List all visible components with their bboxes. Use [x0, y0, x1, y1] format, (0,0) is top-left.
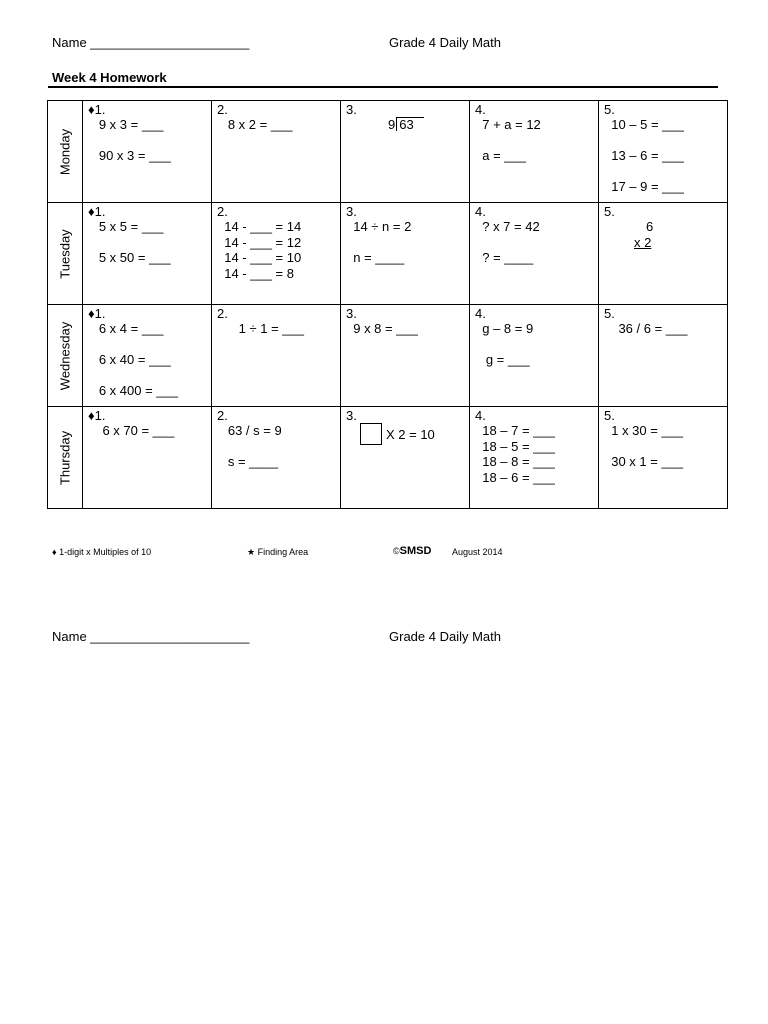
problem-line: 14 ÷ n = 2: [346, 219, 412, 234]
problem-line: g = ___: [475, 352, 530, 367]
problem-cell: [83, 305, 212, 407]
day-label: Tuesday: [57, 228, 73, 279]
problem-line: n = ____: [346, 250, 405, 265]
problem-number: ♦1.: [88, 408, 106, 423]
problem-number: ♦1.: [88, 204, 106, 219]
problem-number: 3.: [346, 102, 357, 117]
row-wednesday: [48, 305, 728, 407]
day-cell: [48, 101, 83, 203]
day-label: Thursday: [57, 430, 73, 485]
problem-line: 7 + a = 12: [475, 117, 541, 132]
problem-cell: [341, 101, 470, 203]
problem-number: 5.: [604, 306, 615, 321]
problem-line: 30 x 1 = ___: [604, 454, 684, 469]
problem-line: 18 – 5 = ___: [475, 438, 555, 454]
vertical-multiplication: [604, 219, 727, 251]
problem-cell: [341, 203, 470, 305]
problem-line: 18 – 7 = ___: [475, 423, 555, 438]
problem-line: 5 x 50 = ___: [88, 250, 171, 265]
problem-line: 14 - ___ = 14: [217, 219, 302, 234]
problem-line: 63 / s = 9: [217, 423, 282, 438]
problem-number: 4.: [475, 408, 486, 423]
stack-bottom: x 2: [634, 235, 652, 250]
problem-line: 13 – 6 = ___: [604, 148, 684, 163]
problem-line: 6 x 4 = ___: [88, 321, 164, 336]
header-rule: [48, 86, 718, 88]
problem-number: ♦1.: [88, 102, 106, 117]
problem-cell: [83, 203, 212, 305]
problem-number: 4.: [475, 306, 486, 321]
problem-number: 2.: [217, 102, 228, 117]
problem-line: g – 8 = 9: [475, 321, 534, 336]
day-cell: [48, 407, 83, 509]
homework-grid: [47, 100, 728, 509]
problem-line: 17 – 9 = ___: [604, 179, 684, 194]
problem-cell: [212, 101, 341, 203]
day-label: Wednesday: [57, 321, 73, 390]
problem-line: 18 – 8 = ___: [475, 454, 555, 469]
problem-cell: [212, 203, 341, 305]
problem-line: 14 - ___ = 10: [217, 250, 302, 265]
problem-line: 1 x 30 = ___: [604, 423, 684, 438]
box-equation: [346, 423, 469, 445]
problem-line: 90 x 3 = ___: [88, 148, 171, 163]
problem-number: 2.: [217, 306, 228, 321]
name-field-label: Name ______________________: [52, 35, 250, 50]
answer-box[interactable]: [360, 423, 382, 445]
problem-line: 8 x 2 = ___: [217, 117, 293, 132]
problem-line: 9 x 8 = ___: [346, 321, 418, 336]
name-field-label-2: Name ______________________: [52, 629, 250, 644]
legend-area: ★ Finding Area: [247, 547, 309, 557]
problem-cell: [470, 305, 599, 407]
problem-line: ? = ____: [475, 250, 534, 265]
problem-number: 5.: [604, 204, 615, 219]
row-monday: [48, 101, 728, 203]
problem-line: ? x 7 = 42: [475, 219, 540, 234]
problem-cell: [341, 407, 470, 509]
problem-cell: [83, 407, 212, 509]
problem-line: 5 x 5 = ___: [88, 219, 164, 234]
problem-line: s = ____: [217, 454, 279, 469]
problem-number: 5.: [604, 102, 615, 117]
problem-number: ♦1.: [88, 306, 106, 321]
legend-multiples: ♦ 1-digit x Multiples of 10: [52, 547, 152, 557]
problem-number: 2.: [217, 408, 228, 423]
problem-cell: [599, 305, 728, 407]
problem-number: 3.: [346, 408, 357, 423]
problem-cell: [212, 407, 341, 509]
brand-logo: SMSD: [399, 545, 432, 557]
problem-line: 6 x 40 = ___: [88, 352, 171, 367]
course-title-2: Grade 4 Daily Math: [389, 629, 501, 644]
dividend: 63: [396, 117, 423, 131]
problem-line: 1 ÷ 1 = ___: [217, 321, 304, 336]
problem-line: 14 - ___ = 8: [217, 265, 294, 281]
copyright-symbol: ©: [393, 546, 400, 556]
problem-line: 18 – 6 = ___: [475, 469, 555, 485]
row-tuesday: [48, 203, 728, 305]
problem-cell: [212, 305, 341, 407]
row-thursday: [48, 407, 728, 509]
problem-cell: [83, 101, 212, 203]
footer-date: August 2014: [452, 547, 503, 557]
problem-number: 5.: [604, 408, 615, 423]
problem-line: a = ___: [475, 148, 526, 163]
problem-line: 6 x 70 = ___: [88, 423, 175, 438]
box-equation-text: X 2 = 10: [386, 426, 435, 442]
long-division: [346, 117, 469, 132]
problem-line: 14 - ___ = 12: [217, 234, 302, 250]
course-title: Grade 4 Daily Math: [389, 35, 501, 50]
problem-cell: [341, 305, 470, 407]
problem-cell: [470, 203, 599, 305]
problem-number: 4.: [475, 102, 486, 117]
day-cell: [48, 305, 83, 407]
problem-line: 6 x 400 = ___: [88, 383, 178, 398]
problem-number: 3.: [346, 204, 357, 219]
day-label: Monday: [57, 128, 73, 175]
problem-cell: [599, 101, 728, 203]
problem-cell: [470, 101, 599, 203]
problem-cell: [599, 407, 728, 509]
problem-cell: [470, 407, 599, 509]
problem-number: 3.: [346, 306, 357, 321]
copyright-mark: [393, 545, 431, 557]
week-title: Week 4 Homework: [52, 70, 167, 85]
problem-number: 2.: [217, 204, 228, 219]
problem-line: 36 / 6 = ___: [604, 321, 688, 336]
problem-line: 9 x 3 = ___: [88, 117, 164, 132]
stack-top: 6: [646, 219, 654, 234]
problem-cell: [599, 203, 728, 305]
divisor: 9: [388, 117, 396, 132]
day-cell: [48, 203, 83, 305]
problem-line: 10 – 5 = ___: [604, 117, 684, 132]
problem-number: 4.: [475, 204, 486, 219]
